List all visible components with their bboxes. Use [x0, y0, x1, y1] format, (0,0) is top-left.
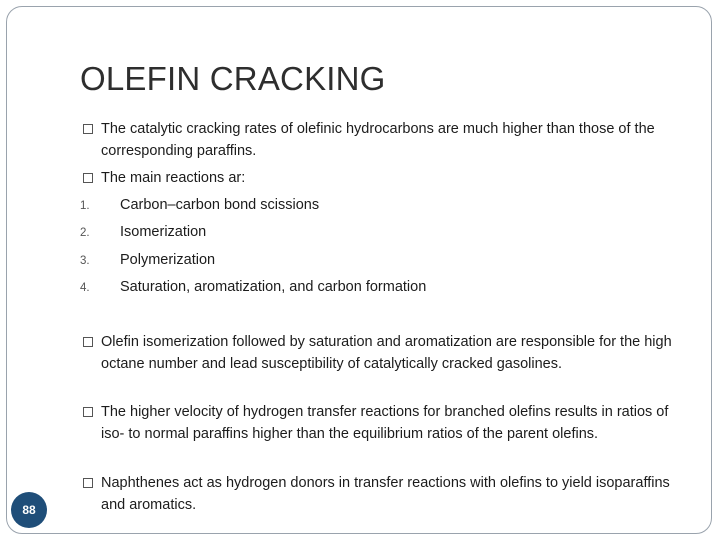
- reaction-text: Saturation, aromatization, and carbon formation: [120, 279, 427, 295]
- bullet-text: The catalytic cracking rates of olefinic hydrocarbons are much higher than those of the corresponding paraffins.: [101, 121, 655, 159]
- bullet-text: The higher velocity of hydrogen transfer reactions for branched olefins results in ratios of iso- to normal paraffins higher than the equilibrium ratios of the parent olefins.: [101, 404, 669, 442]
- bullet-item: [83, 331, 683, 375]
- page-number: 88: [22, 503, 36, 517]
- slide-title: OLEFIN CRACKING: [80, 60, 386, 97]
- page-number-badge: [11, 492, 47, 528]
- bullet-text: The main reactions ar:: [101, 170, 246, 186]
- bullet-square-icon: [83, 337, 93, 347]
- reaction-number: 4.: [80, 282, 90, 294]
- reaction-text: Polymerization: [120, 252, 216, 268]
- bullet-text: Naphthenes act as hydrogen donors in transfer reactions with olefins to yield isoparaffins and aromatics.: [101, 475, 670, 513]
- reaction-number: 1.: [80, 200, 90, 212]
- bullet-square-icon: [83, 124, 93, 134]
- reaction-number: 3.: [80, 255, 90, 267]
- bullet-item: [83, 118, 683, 162]
- bullet-square-icon: [83, 407, 93, 417]
- bullet-item: [83, 401, 683, 445]
- reaction-text: Isomerization: [120, 224, 207, 240]
- bullet-item: [83, 472, 683, 516]
- bullet-text: Olefin isomerization followed by saturation and aromatization are responsible for the high octane number and lead susceptibility of catalytically cracked gasolines.: [101, 334, 672, 372]
- bullet-square-icon: [83, 478, 93, 488]
- reaction-number: 2.: [80, 227, 90, 239]
- reaction-text: Carbon–carbon bond scissions: [120, 197, 320, 213]
- bullet-square-icon: [83, 173, 93, 183]
- bullet-item: [83, 167, 683, 189]
